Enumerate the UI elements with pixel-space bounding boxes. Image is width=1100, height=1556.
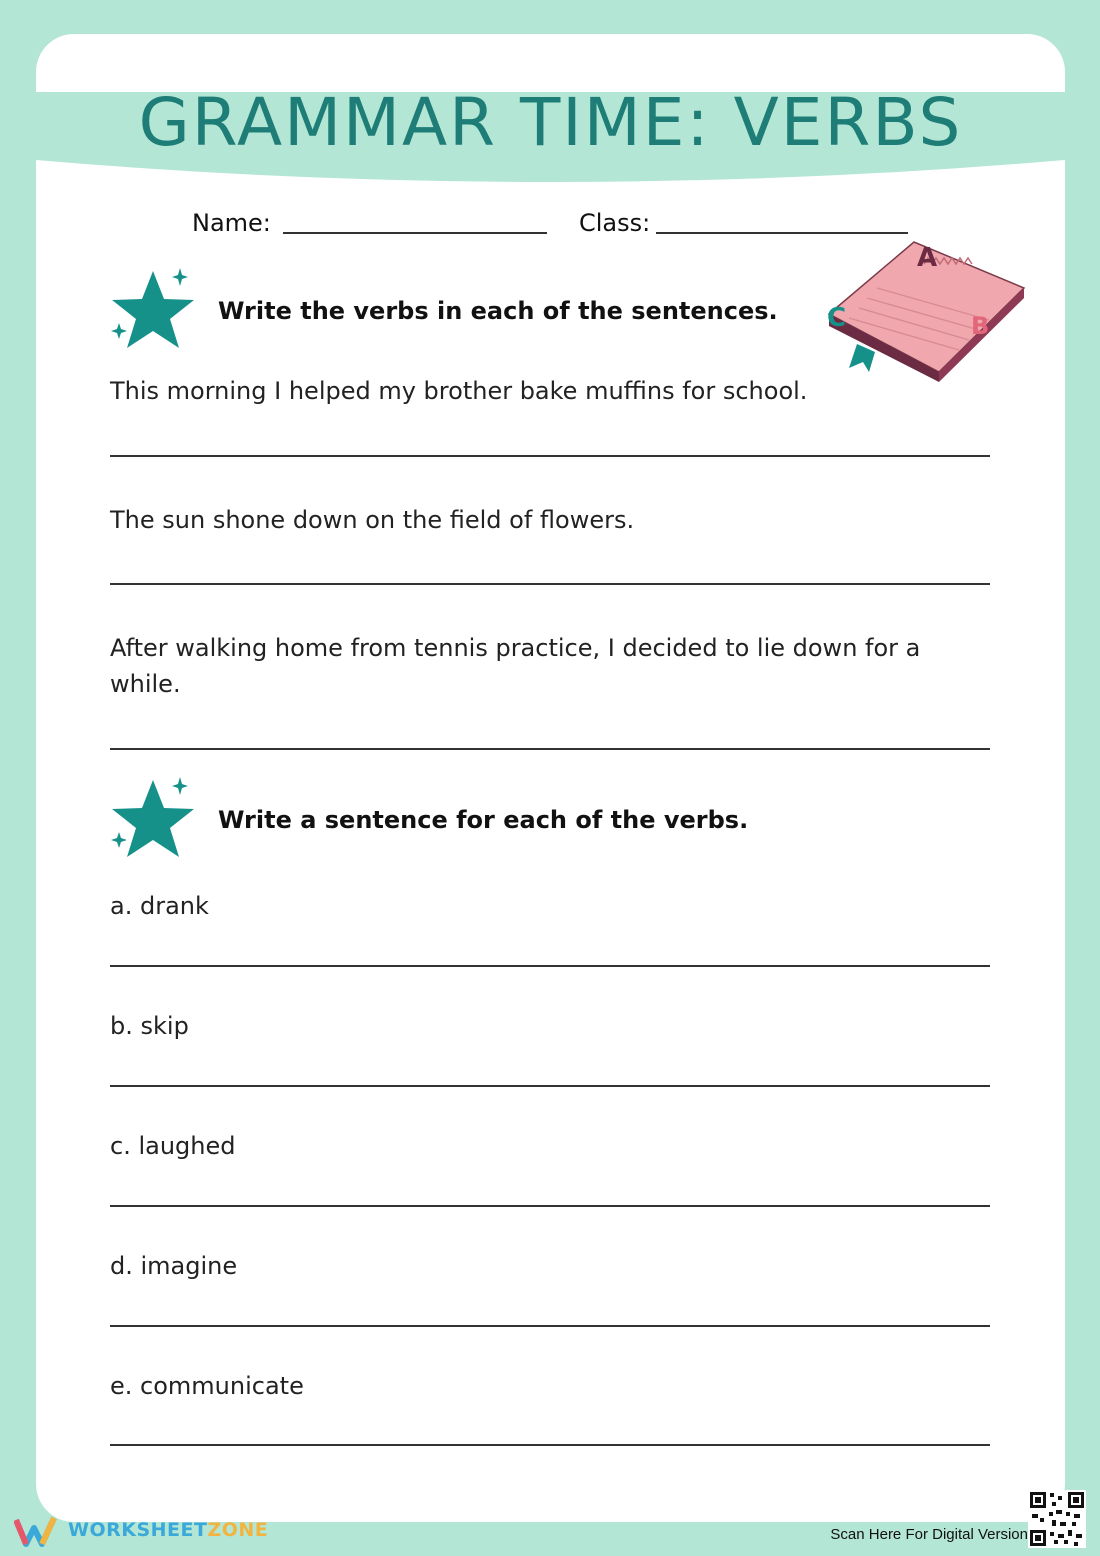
book-letter-c: C <box>827 303 847 333</box>
section2-instruction: Write a sentence for each of the verbs. <box>218 806 749 834</box>
page-title: GRAMMAR TIME: VERBS <box>138 84 963 161</box>
answer-line-e[interactable] <box>110 1444 990 1446</box>
class-field[interactable] <box>656 232 908 234</box>
verb-item-c: c. laughed <box>110 1132 236 1160</box>
name-label: Name: <box>192 209 271 237</box>
worksheetzone-logo-icon <box>14 1516 62 1548</box>
answer-line-b[interactable] <box>110 1085 990 1087</box>
answer-line-a[interactable] <box>110 965 990 967</box>
sentence-1: This morning I helped my brother bake muffins for school. <box>110 377 808 405</box>
verb-item-b: b. skip <box>110 1012 189 1040</box>
worksheet-page <box>36 34 1065 1522</box>
name-field[interactable] <box>283 232 547 234</box>
brand-part-zone: ZONE <box>207 1519 269 1541</box>
sentence-2: The sun shone down on the field of flowers. <box>110 506 635 534</box>
answer-line-1[interactable] <box>110 455 990 457</box>
answer-line-3[interactable] <box>110 748 990 750</box>
answer-line-d[interactable] <box>110 1325 990 1327</box>
scan-prompt: Scan Here For Digital Version <box>830 1526 1028 1543</box>
verb-item-d: d. imagine <box>110 1252 238 1280</box>
book-letter-a: A <box>917 243 938 273</box>
answer-line-c[interactable] <box>110 1205 990 1207</box>
brand-name[interactable] <box>68 1521 268 1540</box>
star-icon <box>108 267 202 355</box>
sentence-3: After walking home from tennis practice, I decided to lie down for a while. <box>110 634 921 698</box>
brand-part-worksheet: WORKSHEET <box>68 1519 208 1541</box>
section1-instruction: Write the verbs in each of the sentences. <box>218 297 778 325</box>
book-letter-b: B <box>971 312 990 340</box>
verb-item-e: e. communicate <box>110 1372 304 1400</box>
abc-book-icon <box>819 240 1029 390</box>
qr-code-icon[interactable] <box>1028 1490 1086 1548</box>
answer-line-2[interactable] <box>110 583 990 585</box>
verb-item-a: a. drank <box>110 892 209 920</box>
star-icon <box>108 776 202 864</box>
class-label: Class: <box>579 209 651 237</box>
